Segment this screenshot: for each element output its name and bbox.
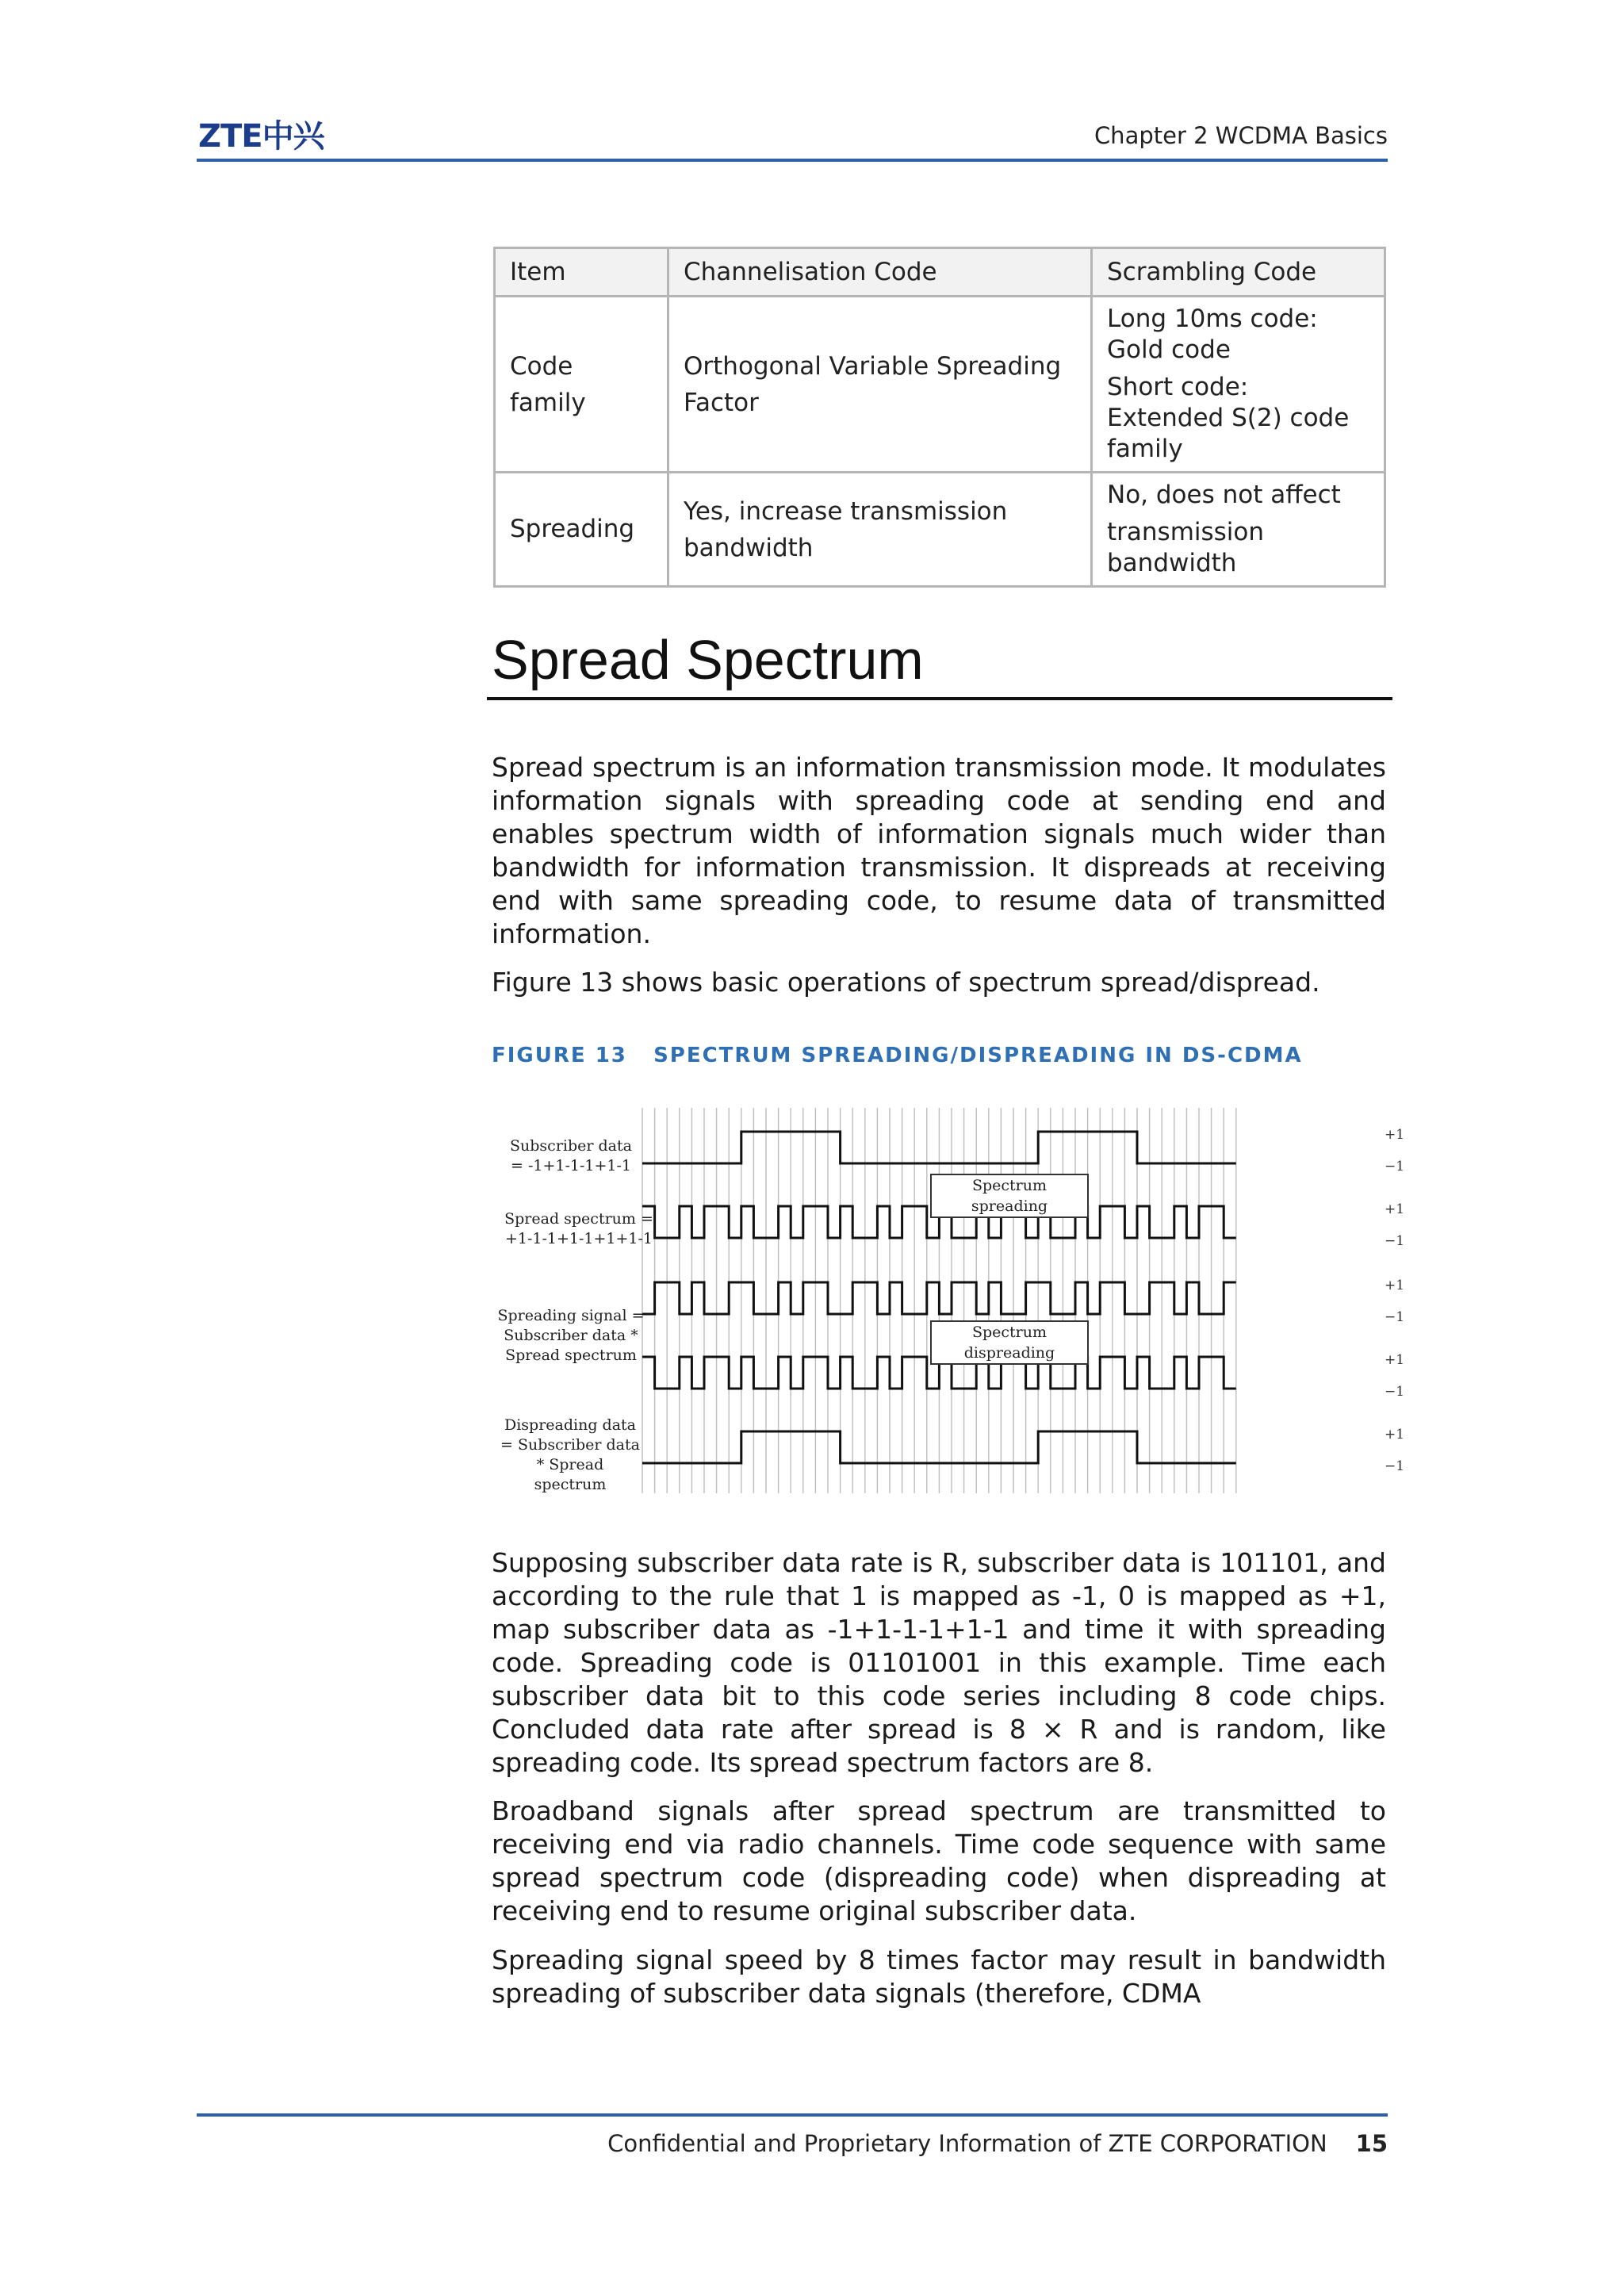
level-minus-label: −1 [1385, 1458, 1405, 1474]
cell-line: No, does not affect [1107, 481, 1341, 509]
label-line: Spread spectrum = [504, 1210, 653, 1228]
page-number: 15 [1355, 2130, 1388, 2157]
label-line: * Spread [536, 1456, 604, 1473]
paragraph-example: Supposing subscriber data rate is R, subscriber data is 101101, and according to the rule that 1 is mapped as -1, 0 is mapped as +1, map subscriber data as -1+1-1-1+1-1 and time it with spreading code. Spreading code is 01101001 in this example. Time each subscriber data bit to this code series including 8 code chips. Concluded data rate after spread is 8 × R and is random, like spreading code. Its spread spectrum factors are 8. [492, 1547, 1386, 1778]
table-header-channelisation: Channelisation Code [668, 248, 1092, 297]
level-plus-label: +1 [1385, 1278, 1405, 1293]
cell-line: family [510, 388, 586, 417]
label-line: Subscriber data * [504, 1327, 638, 1344]
cell-line: family [1107, 435, 1183, 463]
level-minus-label: −1 [1385, 1384, 1405, 1400]
label-line: Dispreading data [504, 1416, 636, 1434]
paragraph-intro: Spread spectrum is an information transmission mode. It modulates information signals with spreading code at sending end and enables spectrum width of information signals much wider than bandwidth for information transmission. It dispreads at receiving end with same spreading code, to resume data of transmitted information. [492, 752, 1386, 949]
level-minus-label: −1 [1385, 1159, 1405, 1174]
footer-text: Confidential and Proprietary Information of ZTE CORPORATION [607, 2130, 1327, 2157]
figure-caption-number: FIGURE 13 [492, 1044, 627, 1067]
cell-line: Factor [684, 388, 759, 417]
cell-line: bandwidth [684, 533, 814, 562]
spectrum-dispreading-box: Spectrum dispreading [930, 1320, 1089, 1365]
page-footer [607, 2130, 1388, 2157]
heading-rule [487, 697, 1392, 700]
footer-rule [197, 2113, 1388, 2117]
level-minus-label: −1 [1385, 1309, 1405, 1325]
label-spreading-signal [492, 1306, 650, 1366]
header-rule [197, 159, 1388, 162]
cell-line: Long 10ms code: [1107, 305, 1318, 333]
label-line: Spread spectrum [505, 1347, 637, 1364]
table-cell-item [495, 297, 668, 473]
figure-caption [492, 1044, 1303, 1067]
section-heading: Spread Spectrum [492, 629, 924, 691]
level-plus-label: +1 [1385, 1427, 1405, 1443]
cell-line: Extended S(2) code [1107, 404, 1350, 432]
table-row [495, 297, 1385, 473]
label-spread-spectrum [500, 1209, 658, 1249]
table-cell-scrambling [1092, 297, 1385, 473]
level-plus-label: +1 [1385, 1352, 1405, 1368]
label-line: Spreading signal = [497, 1307, 645, 1324]
table-header-row [495, 248, 1385, 297]
table-cell-scrambling [1092, 473, 1385, 587]
figure-caption-title: SPECTRUM SPREADING/DISPREADING IN DS-CDMA [653, 1044, 1303, 1067]
level-minus-label: −1 [1385, 1233, 1405, 1249]
paragraph-broadband: Broadband signals after spread spectrum are transmitted to receiving end via radio channels. Time code sequence with same spread spectrum code (dispreading code) when dispreading at receiving end to resume original subscriber data. [492, 1795, 1386, 1926]
cell-line: Gold code [1107, 335, 1231, 364]
zte-logo: ZTE中兴 [198, 118, 324, 155]
level-plus-label: +1 [1385, 1127, 1405, 1143]
spectrum-spreading-box: Spectrum spreading [930, 1174, 1089, 1218]
spreading-signal-waveform [642, 1282, 1236, 1314]
label-subscriber-data [500, 1136, 642, 1176]
table-row [495, 473, 1385, 587]
label-dispreading-data [495, 1416, 645, 1495]
cell-line: bandwidth [1107, 549, 1237, 577]
table-cell-channelisation [668, 473, 1092, 587]
label-line: Subscriber data [510, 1137, 632, 1155]
label-line: = -1+1-1-1+1-1 [510, 1157, 631, 1174]
spreading-figure [484, 1098, 1419, 1503]
code-comparison-table [493, 247, 1386, 588]
cell-line: transmission [1107, 518, 1265, 546]
cell-line: Orthogonal Variable Spreading [684, 351, 1062, 381]
label-line: = Subscriber data [500, 1436, 640, 1454]
chapter-title: Chapter 2 WCDMA Basics [1094, 122, 1388, 149]
label-line: +1-1-1+1-1+1+1-1 [504, 1230, 653, 1247]
paragraph-figure-ref: Figure 13 shows basic operations of spectrum spread/dispread. [492, 967, 1320, 998]
table-cell-channelisation [668, 297, 1092, 473]
cell-line: Short code: [1107, 373, 1249, 401]
level-plus-label: +1 [1385, 1201, 1405, 1217]
table-cell-item: Spreading [495, 473, 668, 587]
table-header-item: Item [495, 248, 668, 297]
paragraph-spreading-speed: Spreading signal speed by 8 times factor may result in bandwidth spreading of subscriber data signals (therefore, CDMA [492, 1944, 1386, 2009]
cell-line: Yes, increase transmission [684, 496, 1008, 526]
cell-line: Code [510, 351, 573, 381]
label-line: spectrum [534, 1476, 607, 1493]
table-header-scrambling: Scrambling Code [1092, 248, 1385, 297]
